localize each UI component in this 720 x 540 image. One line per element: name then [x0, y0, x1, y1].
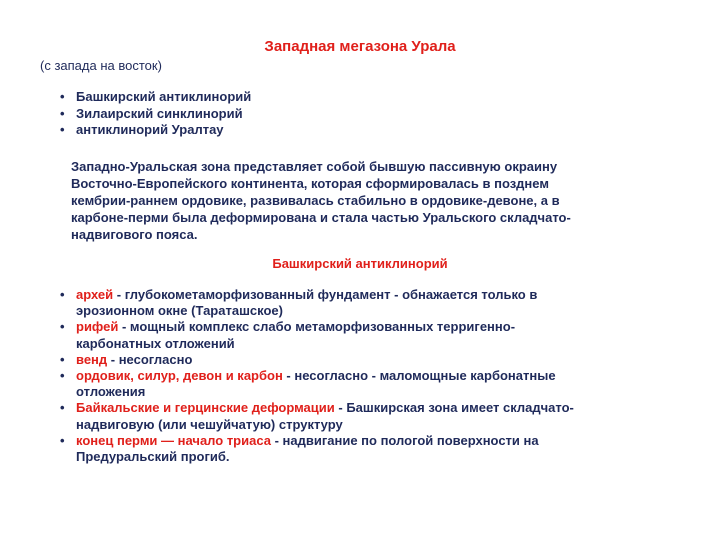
detail-term: конец перми — начало триаса [76, 432, 271, 448]
list-item [60, 368, 600, 400]
bullet-icon: • [60, 368, 65, 384]
detail-term: венд [76, 351, 108, 367]
detail-text: - несогласно [107, 351, 193, 367]
list-item [60, 106, 251, 123]
page-title: Западная мегазона Урала [264, 38, 456, 55]
page-subtitle: (с запада на восток) [40, 58, 162, 73]
list-item [60, 89, 251, 106]
bullet-icon: • [60, 351, 65, 367]
detail-term: ордовик, силур, девон и карбон [76, 368, 283, 384]
list-item [60, 352, 600, 368]
list-item [60, 400, 600, 432]
structure-name: антиклинорий Уралтау [76, 122, 224, 137]
detail-text: - мощный комплекс слабо метаморфизованных терригенно-карбонатных отложений [76, 319, 516, 351]
structure-name: Башкирский антиклинорий [76, 89, 252, 104]
detail-text: - Башкирская зона имеет складчато-надвиговую (или чешуйчатую) структуру [76, 400, 574, 432]
detail-text: - глубокометаморфизованный фундамент - обнажается только в эрозионном окне (Тараташское) [76, 287, 538, 319]
bullet-icon: • [60, 287, 65, 302]
list-item [60, 122, 251, 139]
list-item [60, 319, 600, 351]
bullet-icon: • [60, 89, 65, 104]
structure-name: Зилаирский синклинорий [76, 105, 243, 121]
detail-text: - несогласно - маломощные карбонатные отложения [76, 368, 556, 400]
bullet-icon: • [60, 319, 65, 335]
bullet-icon: • [60, 105, 65, 121]
zone-description: Западно-Уральская зона представляет собой бывшую пассивную окраину Восточно-Европейского континента, которая сформировалась в позднем кембрии-раннем ордовике, развивалась стабильно в ордовике-девоне, а в карбоне-перми была деформирована и стала частью Уральского складчато-надвигового пояса. [71, 159, 571, 242]
bullet-icon: • [60, 122, 65, 137]
detail-text: - надвигание по пологой поверхности на Предуральский прогиб. [76, 432, 539, 465]
list-item [60, 433, 600, 465]
detail-term: рифей [76, 319, 119, 335]
detail-term: Байкальские и герцинские деформации [76, 400, 335, 416]
details-list [60, 287, 600, 465]
bullet-icon: • [60, 400, 65, 416]
detail-term: архей [76, 287, 114, 302]
bullet-icon: • [60, 432, 65, 448]
section-title: Башкирский антиклинорий [272, 256, 448, 271]
structures-list [60, 89, 251, 139]
list-item [60, 287, 600, 319]
